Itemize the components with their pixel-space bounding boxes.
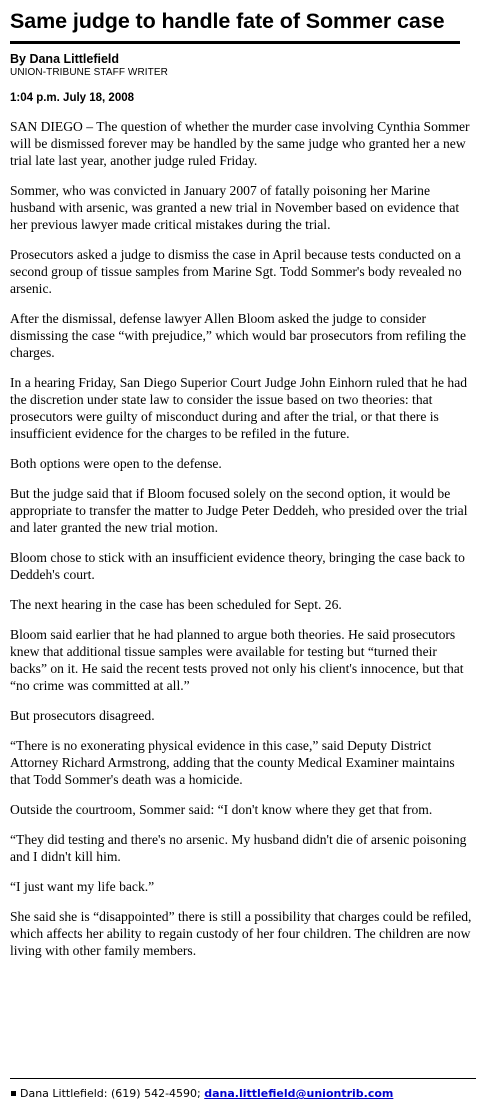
footer-divider [10,1078,476,1079]
bullet-icon [11,1091,16,1096]
paragraph: Both options were open to the defense. [10,456,222,471]
article [10,0,476,972]
contact-text: Dana Littlefield: (619) 542-4590; [20,1087,201,1100]
paragraph: “There is no exonerating physical evidence in this case,” said Deputy District Attorney Richard Armstrong, adding that the county Medical Examiner maintains that Todd Sommer's death was a homicide. [10,738,455,787]
paragraph: She said she is “disappointed” there is still a possibility that charges could be refiled, which affects her ability to regain custody of her four children. The children are now living with other family members. [10,909,472,958]
dateline: 1:04 p.m. July 18, 2008 [10,92,135,104]
paragraph: Prosecutors asked a judge to dismiss the case in April because tests conducted on a second group of tissue samples from Marine Sgt. Todd Sommer's body revealed no arsenic. [10,247,462,296]
paragraph: But prosecutors disagreed. [10,708,155,723]
paragraph: But the judge said that if Bloom focused solely on the second option, it would be appropriate to transfer the matter to Judge Peter Deddeh, who presided over the trial and later granted the new trial motion. [10,486,468,535]
paragraph: Bloom chose to stick with an insufficient evidence theory, bringing the case back to Deddeh's court. [10,550,465,582]
headline: Same judge to handle fate of Sommer case [10,9,445,33]
headline-divider [10,41,460,44]
paragraph: SAN DIEGO – The question of whether the murder case involving Cynthia Sommer will be dismissed forever may be handled by the same judge who granted her a new trial late last year, another judge ruled Friday. [10,119,470,168]
paragraph: In a hearing Friday, San Diego Superior Court Judge John Einhorn ruled that he had the discretion under state law to consider the issue based on two theories: that prosecutors were guilty of misconduct during and after the trial, or that there is insufficient evidence for the charges to be refiled in the future. [10,375,468,441]
contact-footer [10,1087,476,1101]
article-body [10,118,476,959]
paragraph: Sommer, who was convicted in January 2007 of fatally poisoning her Marine husband with arsenic, was granted a new trial in November based on evidence that her previous lawyer made critical mistakes during the trial. [10,183,460,232]
paragraph: Outside the courtroom, Sommer said: “I don't know where they get that from. [10,802,433,817]
email-link[interactable]: dana.littlefield@uniontrib.com [204,1087,394,1100]
paragraph: “They did testing and there's no arsenic. My husband didn't die of arsenic poisoning and I didn't kill him. [10,832,467,864]
byline: By Dana Littlefield [10,52,120,66]
paragraph: After the dismissal, defense lawyer Allen Bloom asked the judge to consider dismissing the case “with prejudice,” which would bar prosecutors from refiling the charges. [10,311,467,360]
paragraph: “I just want my life back.” [10,879,155,894]
staff-title: UNION-TRIBUNE STAFF WRITER [10,67,168,78]
paragraph: The next hearing in the case has been scheduled for Sept. 26. [10,597,342,612]
paragraph: Bloom said earlier that he had planned to argue both theories. He said prosecutors knew that additional tissue samples were available for testing but “turned their backs” on it. He said the recent tests proved not only his client's innocence, but that “no crime was committed at all.” [10,627,464,693]
